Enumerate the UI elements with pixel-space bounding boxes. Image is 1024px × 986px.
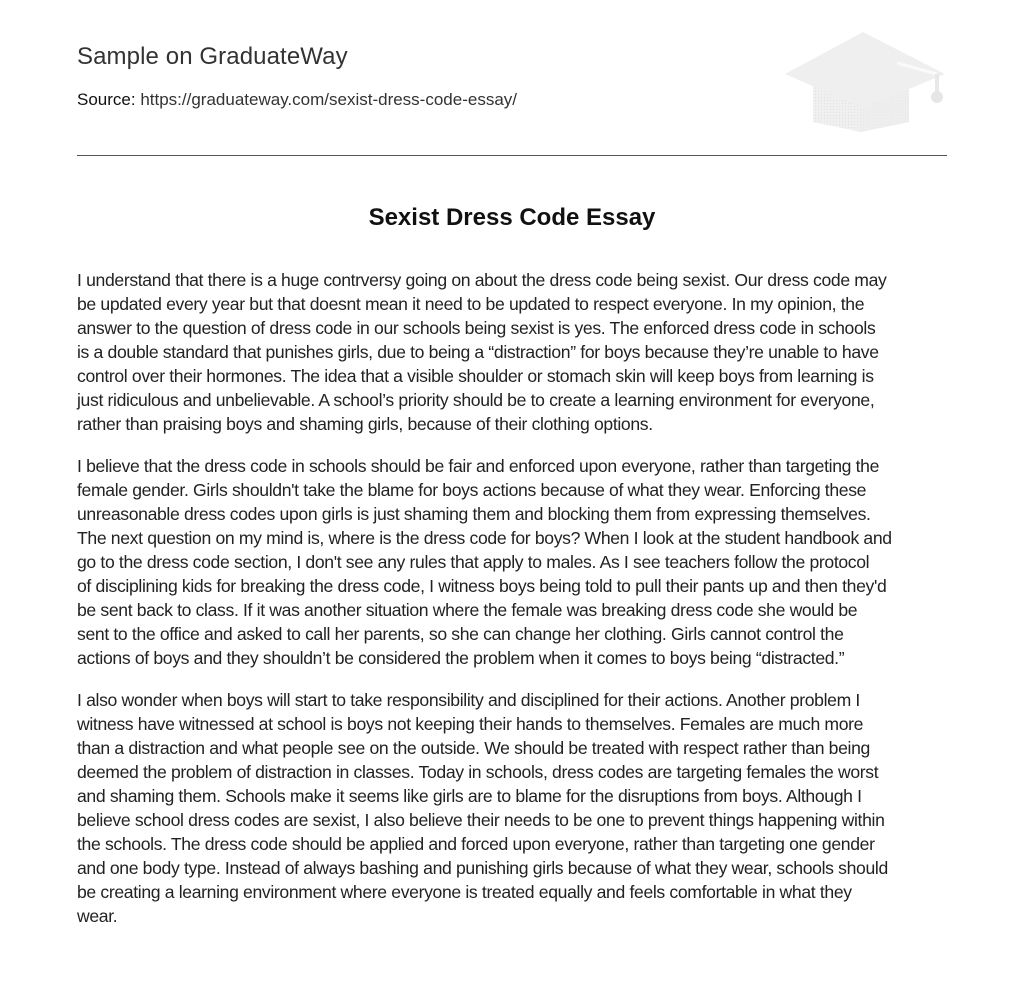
text-line: witness have witnessed at school is boys not keeping their hands to themselves. Females are much more	[77, 714, 864, 734]
graduation-cap-icon	[781, 30, 947, 134]
text-line: be sent back to class. If it was another situation where the female was breaking dress code she would be	[77, 600, 858, 620]
essay-body	[77, 268, 957, 946]
essay-title: Sexist Dress Code Essay	[368, 204, 656, 231]
text-line: answer to the question of dress code in our schools being sexist is yes. The enforced dress code in schools	[77, 318, 876, 338]
essay-paragraph	[77, 688, 957, 928]
header-divider	[77, 155, 947, 156]
text-line: be updated every year but that doesnt mean it need to be updated to respect everyone. In my opinion, the	[77, 294, 865, 314]
text-line: I believe that the dress code in schools should be fair and enforced upon everyone, rather than targeting the	[77, 456, 880, 476]
page-header	[77, 0, 947, 156]
text-line: is a double standard that punishes girls, due to being a “distraction” for boys because they’re unable to have	[77, 342, 879, 362]
site-title: Sample on GraduateWay	[77, 43, 348, 70]
source-link[interactable]: https://graduateway.com/sexist-dress-code-essay/	[140, 90, 518, 109]
essay-paragraph	[77, 454, 957, 670]
source-label: Source:	[77, 90, 136, 109]
text-line: female gender. Girls shouldn't take the blame for boys actions because of what they wear. Enforcing these	[77, 480, 867, 500]
essay-paragraph	[77, 268, 957, 436]
text-line: control over their hormones. The idea that a visible shoulder or stomach skin will keep boys from learning is	[77, 366, 874, 386]
text-line: the schools. The dress code should be applied and forced upon everyone, rather than targeting one gender	[77, 834, 875, 854]
text-line: deemed the problem of distraction in classes. Today in schools, dress codes are targeting females the worst	[77, 762, 879, 782]
text-line: just ridiculous and unbelievable. A school’s priority should be to create a learning environment for everyone,	[77, 390, 875, 410]
text-line: than a distraction and what people see on the outside. We should be treated with respect rather than being	[77, 738, 870, 758]
text-line: actions of boys and they shouldn’t be considered the problem when it comes to boys being “distracted.”	[77, 648, 845, 668]
text-line: rather than praising boys and shaming girls, because of their clothing options.	[77, 414, 653, 434]
text-line: The next question on my mind is, where is the dress code for boys? When I look at the student handbook and	[77, 528, 892, 548]
text-line: I understand that there is a huge contrversy going on about the dress code being sexist. Our dress code may	[77, 270, 887, 290]
text-line: wear.	[77, 906, 118, 926]
text-line: believe school dress codes are sexist, I also believe their needs to be one to prevent things happening within	[77, 810, 885, 830]
text-line: go to the dress code section, I don't see any rules that apply to males. As I see teachers follow the protocol	[77, 552, 870, 572]
text-line: be creating a learning environment where everyone is treated equally and feels comfortable in what they	[77, 882, 852, 902]
text-line: I also wonder when boys will start to take responsibility and disciplined for their actions. Another problem I	[77, 690, 860, 710]
text-line: unreasonable dress codes upon girls is just shaming them and blocking them from expressing themselves.	[77, 504, 871, 524]
text-line: of disciplining kids for breaking the dress code, I witness boys being told to pull their pants up and then they'd	[77, 576, 887, 596]
text-line: sent to the office and asked to call her parents, so she can change her clothing. Girls cannot control the	[77, 624, 844, 644]
text-line: and one body type. Instead of always bashing and punishing girls because of what they wear, schools should	[77, 858, 888, 878]
text-line: and shaming them. Schools make it seems like girls are to blame for the disruptions from boys. Although I	[77, 786, 862, 806]
source-line	[77, 90, 517, 110]
